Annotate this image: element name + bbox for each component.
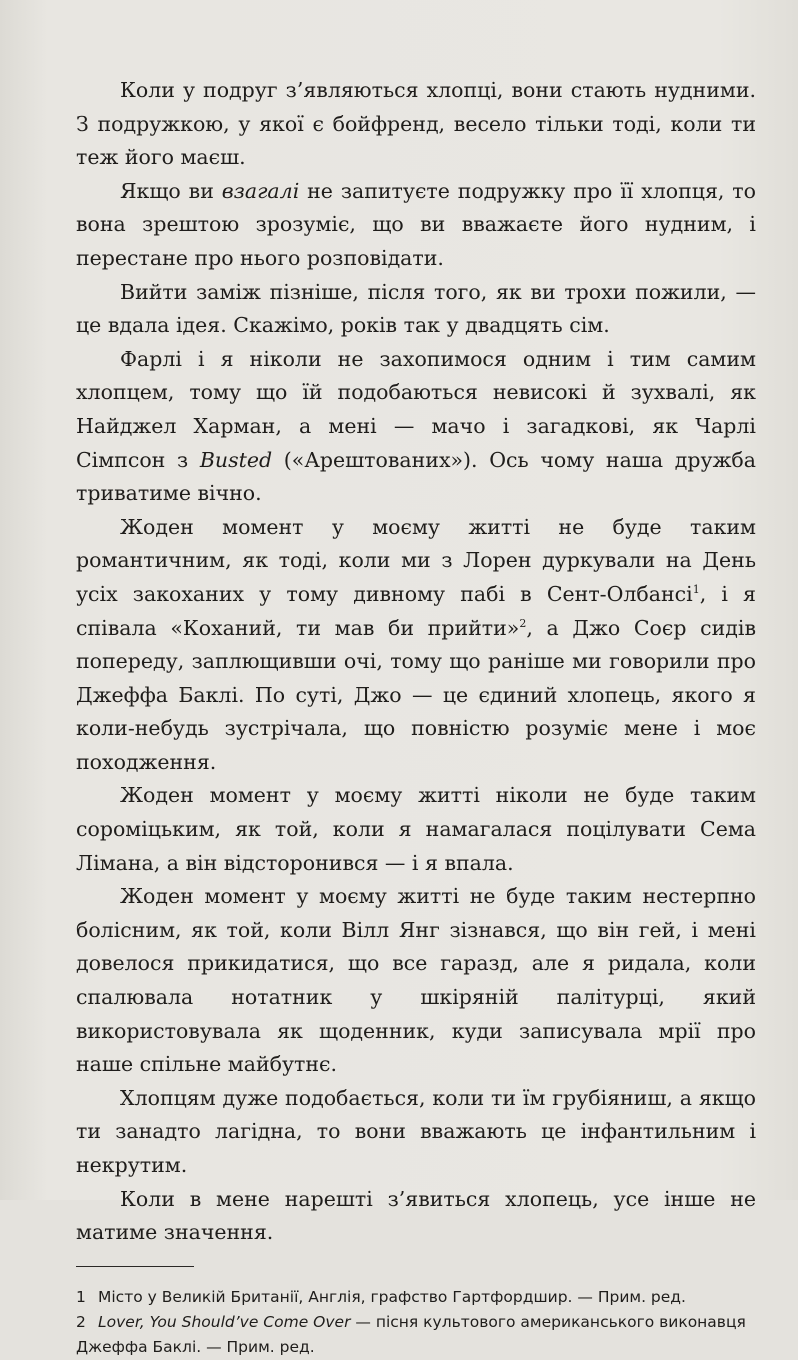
footnote-text: Місто у Великій Британії, Англія, графство Гартфордшир. — Прим. ред.: [98, 1287, 686, 1306]
footnote-1: [76, 1285, 756, 1310]
paragraph: [76, 1082, 756, 1183]
text-run: Жоден момент у моєму житті ніколи не буде таким сороміцьким, як той, коли я намагалася поцілувати Сема Лімана, а він відсторонився — і я впала.: [76, 783, 756, 875]
page-text: [76, 74, 756, 1360]
text-run: Жоден момент у моєму житті не буде таким нестерпно болісним, як той, коли Вілл Янг зізнався, що він гей, і мені довелося прикидатися, що все гаразд, але я ридала, коли спалювала нотатник у шкіряній палітурці, який використовувала як щоденник, куди записувала мрії про наше спільне майбутнє.: [76, 884, 756, 1077]
text-run: Якщо ви: [120, 178, 222, 203]
paragraph: [76, 276, 756, 343]
footnote-number: 2: [76, 1312, 86, 1331]
text-run: , а Джо Соєр сидів попереду, заплющивши очі, тому що раніше ми говорили про Джеффа Баклі. По суті, Джо — це єдиний хлопець, якого я коли-небудь зустрічала, що повністю розуміє мене і моє походження.: [76, 615, 756, 774]
footnote-separator: [76, 1266, 194, 1267]
text-run: Коли в мене нарешті з’явиться хлопець, усе інше не матиме значення.: [76, 1186, 756, 1245]
paragraph: [76, 74, 756, 175]
paragraph: [76, 511, 756, 780]
footnote-ref: 2: [519, 616, 527, 630]
italic-run: Busted: [199, 447, 273, 472]
text-run: Коли у подруг з’являються хлопці, вони стають нудними. З подружкою, у якої є бойфренд, весело тільки тоді, коли ти теж його маєш.: [76, 78, 756, 170]
body-text: [76, 74, 756, 1250]
footnote-2: [76, 1310, 756, 1360]
text-run: не запитуєте подружку про її хлопця, то вона зрештою зрозуміє, що ви вважаєте його нудним, і перестане про нього розповідати.: [76, 178, 756, 270]
text-run: , і я співала «Коханий, ти мав би прийти»: [76, 581, 756, 640]
footnote-text: — пісня культового американського виконавця Джеффа Баклі. — Прим. ред.: [76, 1312, 746, 1356]
footnote-number: 1: [76, 1287, 86, 1306]
paragraph: [76, 880, 756, 1082]
text-run: Фарлі і я ніколи не захопимося одним і тим самим хлопцем, тому що їй подобаються невисокі й зухвалі, як Найджел Харман, а мені — мачо і загадкові, як Чарлі Сімпсон з: [76, 346, 756, 472]
footnotes: [76, 1285, 756, 1360]
text-run: Жоден момент у моєму житті не буде таким романтичним, як тоді, коли ми з Лорен дуркували на День усіх закоханих у тому дивному пабі в Сент-Олбансі: [76, 514, 756, 606]
footnote-ref: 1: [692, 583, 700, 597]
paragraph: [76, 175, 756, 276]
footnote-song-title: Lover, You Should’ve Come Over: [98, 1312, 351, 1331]
italic-run: взагалі: [221, 178, 300, 203]
paragraph: [76, 343, 756, 511]
text-run: Вийти заміж пізніше, після того, як ви трохи пожили, — це вдала ідея. Скажімо, років так у двадцять сім.: [76, 279, 756, 338]
paragraph: [76, 779, 756, 880]
paragraph: [76, 1183, 756, 1250]
text-run: Хлопцям дуже подобається, коли ти їм грубіяниш, а якщо ти занадто лагідна, то вони вважають це інфантильним і некрутим.: [76, 1085, 756, 1177]
text-run: («Арештованих»). Ось чому наша дружба триватиме вічно.: [76, 447, 756, 506]
